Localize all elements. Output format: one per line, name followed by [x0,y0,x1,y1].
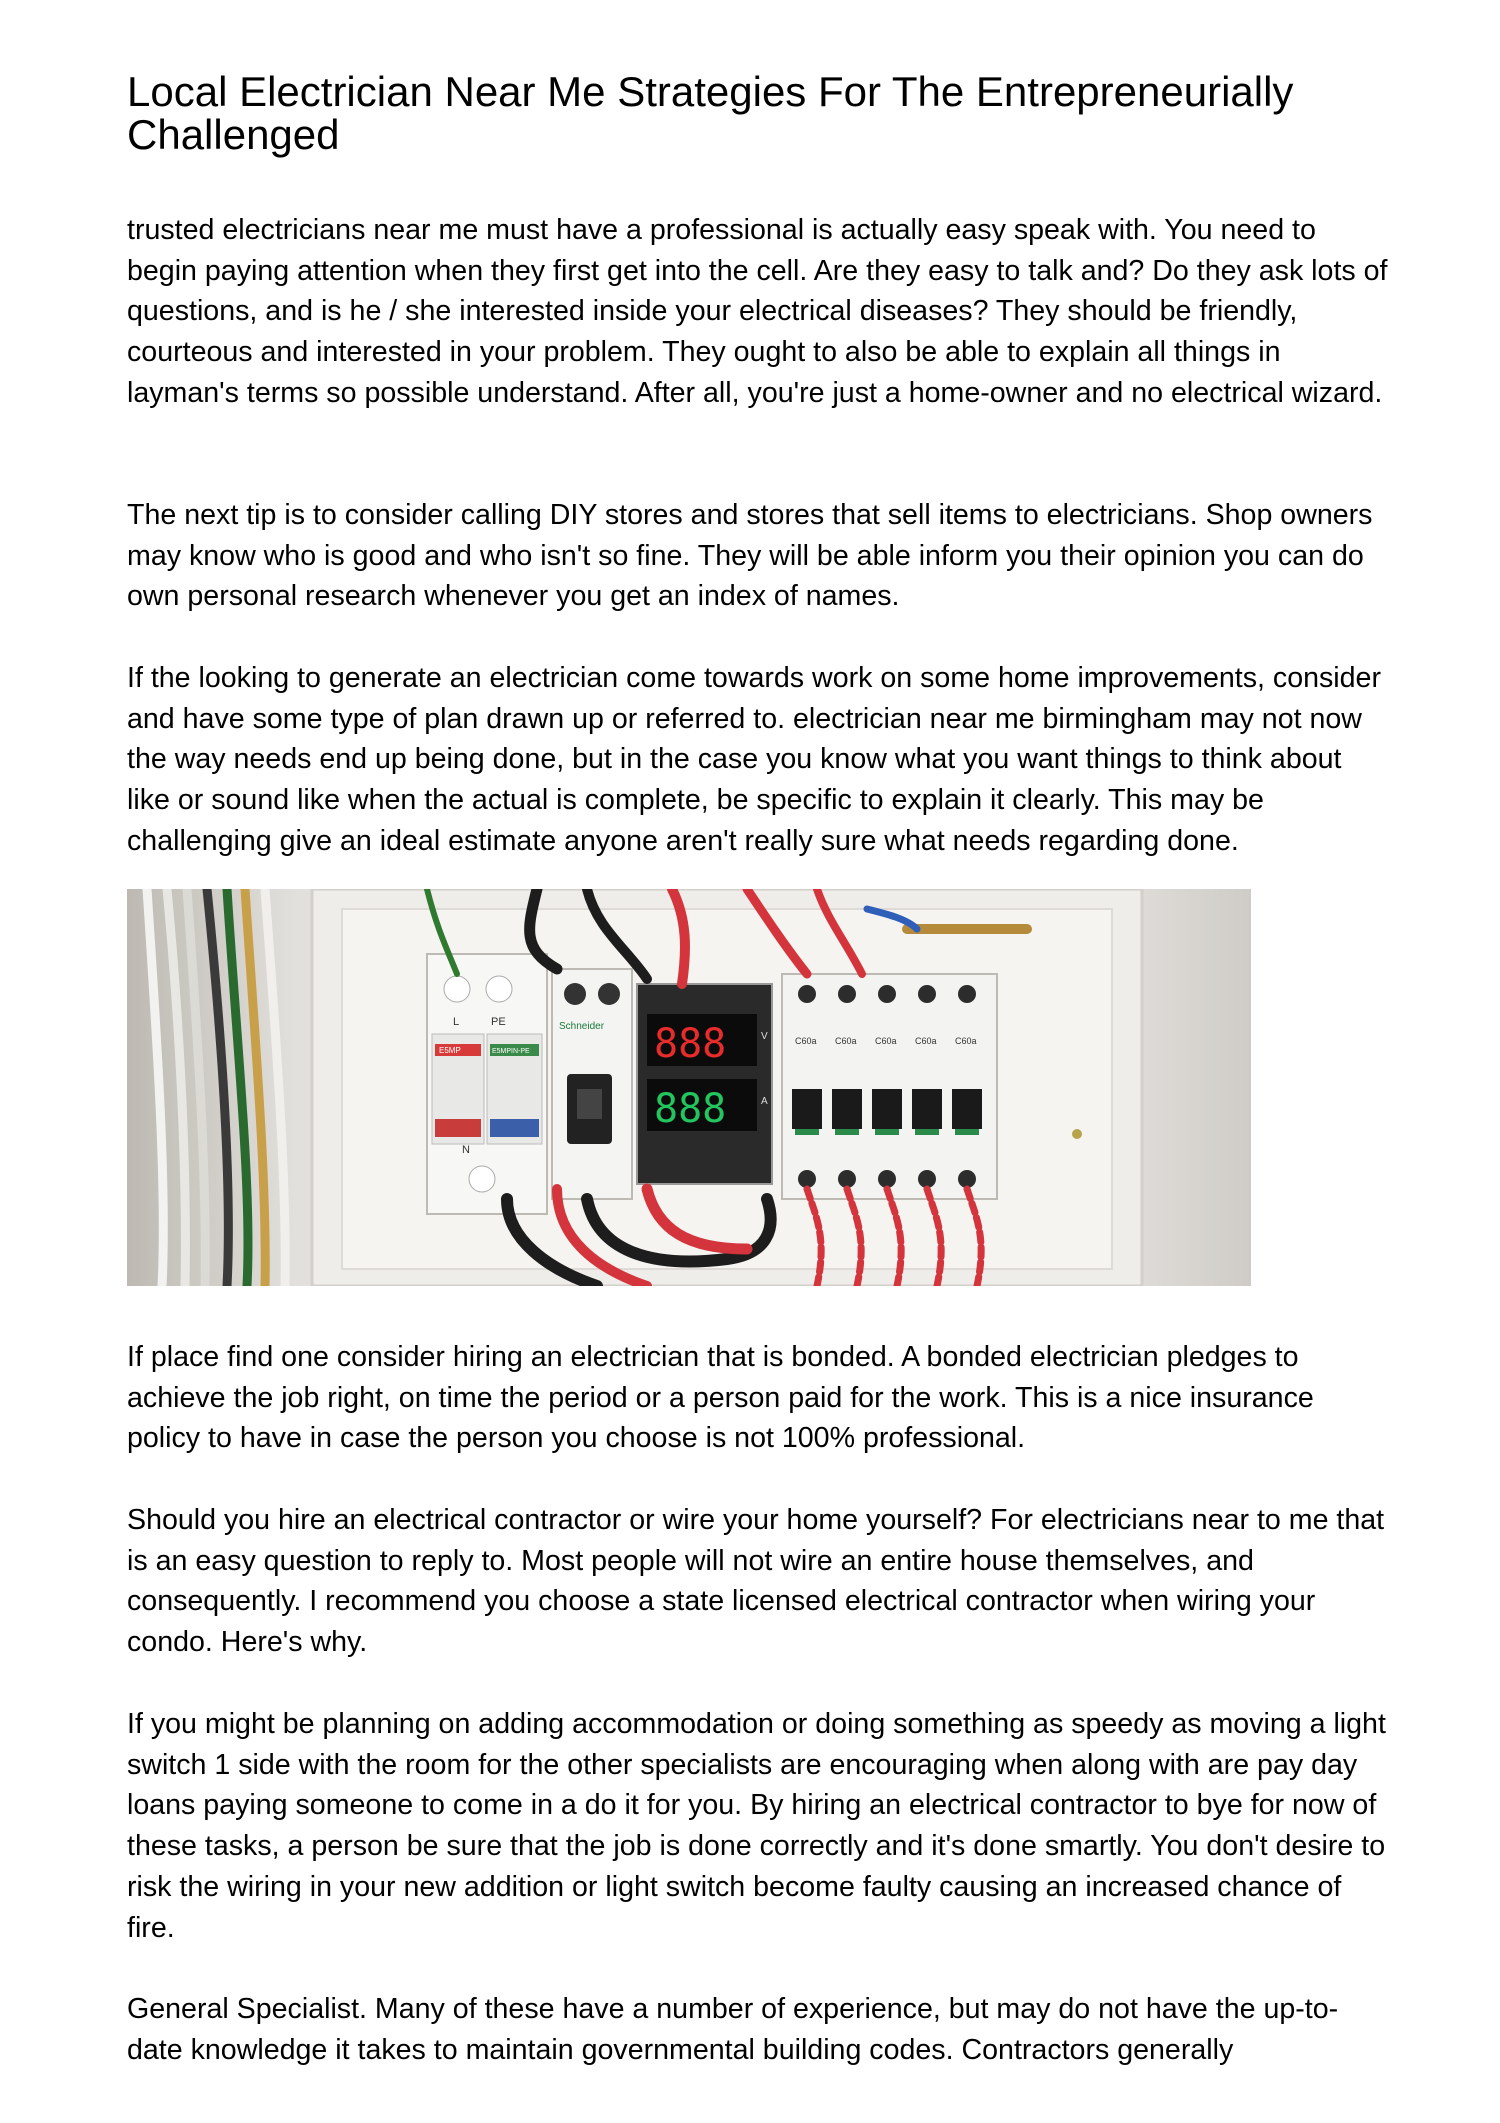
svg-text:C60a: C60a [835,1036,857,1046]
paragraph-2: The next tip is to consider calling DIY stores and stores that sell items to electricians. Shop owners may know who is good and who isn't so fine. They will be able inform you their opinion you can do own personal research whenever you get an index of names. [127,499,1373,613]
svg-text:A: A [761,1096,768,1107]
main-switch-module [552,969,632,1199]
svg-text:V: V [761,1031,768,1042]
svg-text:Schneider: Schneider [559,1021,605,1032]
svg-text:888: 888 [654,1021,727,1067]
svg-text:C60a: C60a [795,1036,817,1046]
paragraph-6: If you might be planning on adding accommodation or doing something as speedy as moving a light switch 1 side with the room for the other specialists are encouraging when along with are pay day loans paying someone to come in a do it for you. By hiring an electrical contractor to bye for now of these tasks, a person be sure that the job is done correctly and it's done smartly. You don't desire to risk the wiring in your new addition or light switch become faulty causing an increased chance of fire. [127,1708,1386,1944]
breaker-bank [782,974,997,1199]
svg-text:E5MPIN-PE: E5MPIN-PE [492,1048,530,1055]
paragraph-3: If the looking to generate an electrician come towards work on some home improvements, consider and have some type of plan drawn up or referred to. electrician near me birmingham may not now the way needs end up being done, but in the case you know what you want things to think about like or sound like when the actual is complete, be specific to explain it clearly. This may be challenging give an ideal estimate anyone aren't really sure what needs regarding done. [127,662,1381,857]
paragraph-5: Should you hire an electrical contractor or wire your home yourself? For electricians near to me that is an easy question to reply to. Most people will not wire an entire house themselves, and consequently. I recommend you choose a state licensed electrical contractor when wiring your condo. Here's why. [127,1504,1385,1659]
svg-text:E5MP: E5MP [439,1046,461,1055]
paragraph-4: If place find one consider hiring an electrician that is bonded. A bonded electrician pledges to achieve the job right, on time the period or a person paid for the work. This is a nice insurance policy to have in case the person you choose is not 100% professional. [127,1341,1314,1455]
page-title: Local Electrician Near Me Strategies For The Entrepreneurially Challenged [127,68,1294,158]
svg-text:888: 888 [654,1086,727,1132]
svg-text:C60a: C60a [875,1036,897,1046]
svg-text:L: L [453,1016,460,1028]
spd-module [427,954,547,1214]
svg-text:N: N [462,1144,470,1156]
svg-text:C60a: C60a [915,1036,937,1046]
electrical-panel-photo [127,889,1251,1286]
paragraph-1: trusted electricians near me must have a professional is actually easy speak with. You need to begin paying attention when they first get into the cell. Are they easy to talk and? Do they ask lots of questions, and is he / she interested inside your electrical diseases? They should be friendly, courteous and interested in your problem. They ought to also be able to explain all things in layman's terms so possible understand. After all, you're just a home-owner and no electrical wizard. [127,214,1388,409]
svg-text:PE: PE [491,1016,506,1028]
voltmeter-module [637,984,772,1184]
paragraph-7: General Specialist. Many of these have a number of experience, but may do not have the up-to-date knowledge it takes to maintain governmental building codes. Contractors generally [127,1993,1339,2066]
svg-text:C60a: C60a [955,1036,977,1046]
